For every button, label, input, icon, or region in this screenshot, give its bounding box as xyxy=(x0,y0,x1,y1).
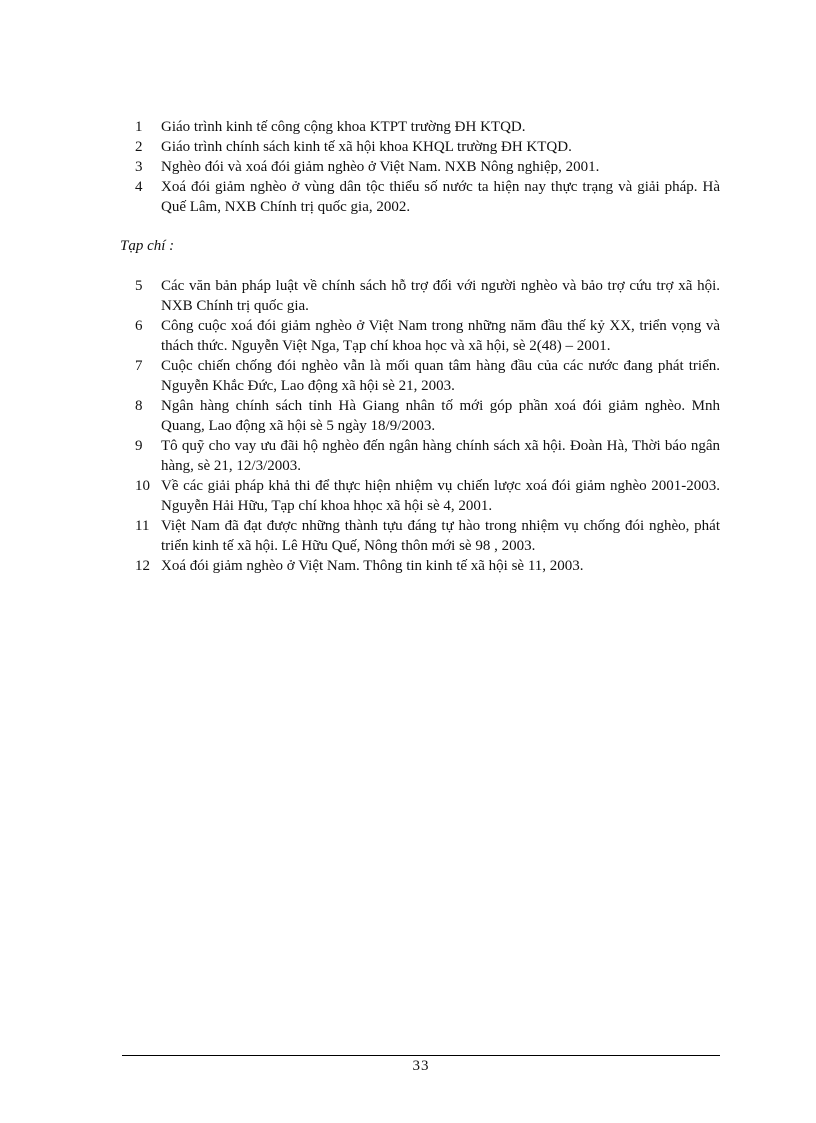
reference-number: 5 xyxy=(135,278,143,294)
reference-list-books xyxy=(135,117,720,217)
reference-text: Giáo trình chính sách kinh tế xã hội khoa KHQL trường ĐH KTQD. xyxy=(161,139,572,155)
reference-item xyxy=(135,316,720,356)
reference-text: Nghèo đói và xoá đói giảm nghèo ở Việt Nam. NXB Nông nghiệp, 2001. xyxy=(161,159,600,175)
reference-item xyxy=(135,117,720,137)
reference-number: 7 xyxy=(135,358,143,374)
reference-text: Cuộc chiến chống đói nghèo vẫn là mối quan tâm hàng đầu của các nước đang phát triển. Nguyễn Khắc Đức, Lao động xã hội sè 21, 2003. xyxy=(161,358,720,394)
reference-text: Công cuộc xoá đói giảm nghèo ở Việt Nam trong những năm đầu thế kỷ XX, triển vọng và thách thức. Nguyễn Việt Nga, Tạp chí khoa học và xã hội, sè 2(48) – 2001. xyxy=(161,318,720,354)
reference-item xyxy=(135,356,720,396)
reference-item xyxy=(135,436,720,476)
page-number: 33 xyxy=(412,1058,430,1074)
reference-number: 6 xyxy=(135,318,143,334)
reference-list-journals xyxy=(135,276,720,576)
reference-number: 12 xyxy=(135,558,150,574)
reference-number: 10 xyxy=(135,478,150,494)
reference-item xyxy=(135,177,720,217)
reference-number: 1 xyxy=(135,119,143,135)
reference-number: 9 xyxy=(135,438,143,454)
reference-item xyxy=(135,157,720,177)
reference-number: 3 xyxy=(135,159,143,175)
reference-text: Xoá đói giảm nghèo ở vùng dân tộc thiểu số nước ta hiện nay thực trạng và giải pháp. Hà Quế Lâm, NXB Chính trị quốc gia, 2002. xyxy=(161,179,720,215)
reference-number: 2 xyxy=(135,139,143,155)
journals-heading: Tạp chí : xyxy=(120,238,175,254)
reference-number: 8 xyxy=(135,398,143,414)
reference-text: Về các giải pháp khả thi để thực hiện nhiệm vụ chiến lược xoá đói giảm nghèo 2001-2003. Nguyễn Hải Hữu, Tạp chí khoa hhọc xã hội sè 4, 2001. xyxy=(161,478,720,514)
reference-item xyxy=(135,396,720,436)
reference-item xyxy=(135,516,720,556)
reference-text: Xoá đói giảm nghèo ở Việt Nam. Thông tin kinh tế xã hội sè 11, 2003. xyxy=(161,558,584,574)
reference-item xyxy=(135,476,720,516)
reference-number: 4 xyxy=(135,179,143,195)
reference-text: Các văn bản pháp luật về chính sách hỗ trợ đối với người nghèo và bảo trợ cứu trợ xã hội. NXB Chính trị quốc gia. xyxy=(161,278,720,314)
reference-item xyxy=(135,276,720,316)
reference-item xyxy=(135,556,720,576)
reference-text: Ngân hàng chính sách tỉnh Hà Giang nhân tố mới góp phần xoá đói giảm nghèo. Mnh Quang, Lao động xã hội sè 5 ngày 18/9/2003. xyxy=(161,398,720,434)
reference-item xyxy=(135,137,720,157)
reference-number: 11 xyxy=(135,518,150,534)
reference-text: Giáo trình kinh tế công cộng khoa KTPT trường ĐH KTQD. xyxy=(161,119,526,135)
reference-text: Việt Nam đã đạt được những thành tựu đáng tự hào trong nhiệm vụ chống đói nghèo, phát triển kinh tế xã hội. Lê Hữu Quế, Nông thôn mới sè 98 , 2003. xyxy=(161,518,720,554)
reference-text: Tô quỹ cho vay ưu đãi hộ nghèo đến ngân hàng chính sách xã hội. Đoàn Hà, Thời báo ngân hàng, sè 21, 12/3/2003. xyxy=(161,438,720,474)
